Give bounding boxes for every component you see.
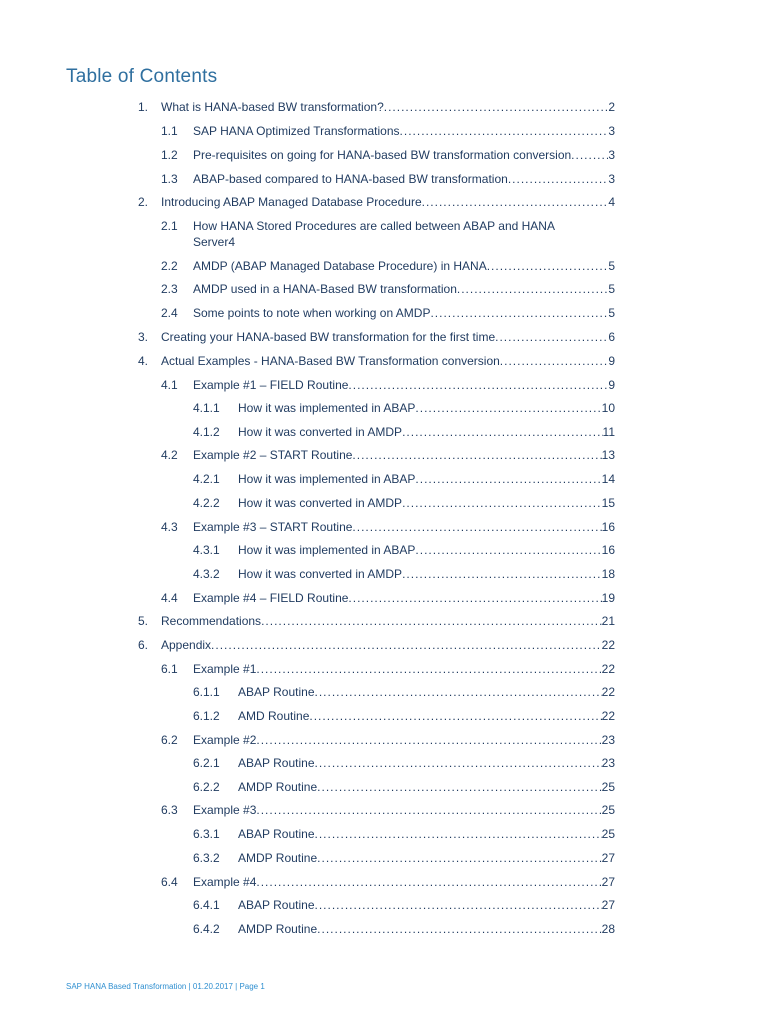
toc-label: What is HANA-based BW transformation? xyxy=(161,100,384,114)
toc-label: AMD Routine xyxy=(238,709,310,723)
toc-number: 1. xyxy=(138,100,149,114)
toc-number: 6.2.2 xyxy=(193,780,220,794)
toc-page: 21 xyxy=(601,614,615,628)
toc-label: Example #4 xyxy=(193,875,257,889)
toc-entry[interactable] xyxy=(193,401,615,416)
page-footer: SAP HANA Based Transformation | 01.20.2017 | Page 1 xyxy=(66,982,265,991)
toc-page: 27 xyxy=(601,898,615,912)
toc-page: 25 xyxy=(601,827,615,841)
toc-number: 6.1 xyxy=(161,662,178,676)
toc-page: 5 xyxy=(608,259,615,273)
toc-number: 4.3 xyxy=(161,520,178,534)
toc-label: ABAP Routine xyxy=(238,756,315,770)
toc-page: 25 xyxy=(601,780,615,794)
toc-number: 2.4 xyxy=(161,306,178,320)
toc-number: 4.3.1 xyxy=(193,543,220,557)
toc-entry[interactable] xyxy=(193,780,615,795)
toc-number: 4. xyxy=(138,354,149,368)
toc-number: 4.1 xyxy=(161,378,178,392)
toc-page: 14 xyxy=(601,472,615,486)
toc-label: Appendix xyxy=(161,638,212,652)
toc-entry[interactable] xyxy=(193,851,615,866)
toc-number: 4.1.1 xyxy=(193,401,220,415)
toc-number: 4.2 xyxy=(161,448,178,462)
toc-label: How it was implemented in ABAP xyxy=(238,472,416,486)
toc-label: ABAP Routine xyxy=(238,827,315,841)
toc-page: 3 xyxy=(608,148,615,162)
toc-label: How HANA Stored Procedures are called between ABAP and HANA xyxy=(193,219,555,233)
toc-entry[interactable] xyxy=(193,709,615,724)
toc-label: AMDP Routine xyxy=(238,851,318,865)
toc-entry[interactable] xyxy=(193,756,615,771)
toc-entry[interactable] xyxy=(193,898,615,913)
toc-number: 6.2.1 xyxy=(193,756,220,770)
toc-entry[interactable] xyxy=(138,614,615,629)
toc-entry[interactable] xyxy=(161,124,615,139)
toc-number: 4.1.2 xyxy=(193,425,220,439)
toc-number: 1.3 xyxy=(161,172,178,186)
toc-label: Example #3 – START Routine xyxy=(193,520,353,534)
toc-entry[interactable] xyxy=(161,448,615,463)
toc-page: 9 xyxy=(608,354,615,368)
toc-page: 19 xyxy=(601,591,615,605)
toc-entry[interactable] xyxy=(138,100,615,115)
toc-label: AMDP Routine xyxy=(238,780,318,794)
toc-entry[interactable] xyxy=(161,662,615,677)
toc-number: 6.4.2 xyxy=(193,922,220,936)
toc-entry[interactable] xyxy=(161,591,615,606)
toc-entry[interactable] xyxy=(161,875,615,890)
toc-label: How it was converted in AMDP xyxy=(238,425,403,439)
toc-number: 2.2 xyxy=(161,259,178,273)
toc-label: AMDP (ABAP Managed Database Procedure) in HANA xyxy=(193,259,487,273)
toc-number: 1.2 xyxy=(161,148,178,162)
toc-entry[interactable] xyxy=(161,148,615,163)
toc-entry[interactable] xyxy=(193,496,615,511)
toc-entry[interactable] xyxy=(161,306,615,321)
toc-label: Actual Examples - HANA-Based BW Transformation conversion xyxy=(161,354,500,368)
toc-number: 6.1.1 xyxy=(193,685,220,699)
toc-page: 23 xyxy=(601,756,615,770)
toc-number: 4.2.2 xyxy=(193,496,220,510)
toc-entry[interactable] xyxy=(193,567,615,582)
toc-number: 5. xyxy=(138,614,149,628)
toc-number: 6.3 xyxy=(161,803,178,817)
toc-page: 16 xyxy=(601,543,615,557)
toc-label: Creating your HANA-based BW transformation for the first time xyxy=(161,330,496,344)
toc-label: Example #1 xyxy=(193,662,257,676)
toc-entry[interactable] xyxy=(161,378,615,393)
toc-number: 6.3.2 xyxy=(193,851,220,865)
toc-page: 11 xyxy=(602,425,615,439)
toc-entry[interactable] xyxy=(161,282,615,297)
toc-page: 9 xyxy=(608,378,615,392)
toc-number: 6.3.1 xyxy=(193,827,220,841)
toc-page: 25 xyxy=(601,803,615,817)
toc-page: 6 xyxy=(608,330,615,344)
toc-entry[interactable] xyxy=(193,472,615,487)
toc-number: 4.3.2 xyxy=(193,567,220,581)
toc-label: How it was implemented in ABAP xyxy=(238,401,416,415)
toc-number: 4.2.1 xyxy=(193,472,220,486)
toc-page: 5 xyxy=(608,306,615,320)
toc-label: ABAP Routine xyxy=(238,898,315,912)
toc-number: 2.1 xyxy=(161,219,178,233)
toc-label: How it was implemented in ABAP xyxy=(238,543,416,557)
toc-page: 10 xyxy=(601,401,615,415)
toc-label: How it was converted in AMDP xyxy=(238,567,403,581)
toc-page: 2 xyxy=(608,100,615,114)
toc-page: 22 xyxy=(601,638,615,652)
toc-page: 13 xyxy=(601,448,615,462)
toc-page: 27 xyxy=(601,851,615,865)
toc-label: AMDP Routine xyxy=(238,922,318,936)
toc-page: 27 xyxy=(601,875,615,889)
toc-entry[interactable] xyxy=(161,259,615,274)
toc-label: Introducing ABAP Managed Database Procedure xyxy=(161,195,422,209)
toc-entry[interactable] xyxy=(193,922,615,937)
toc-entry-continuation[interactable] xyxy=(193,235,235,250)
toc-page: 5 xyxy=(608,282,615,296)
toc-number: 6.2 xyxy=(161,733,178,747)
toc-label: How it was converted in AMDP xyxy=(238,496,403,510)
toc-entry[interactable] xyxy=(161,803,615,818)
toc-label: Some points to note when working on AMDP xyxy=(193,306,431,320)
toc-number: 4.4 xyxy=(161,591,178,605)
toc-entry[interactable] xyxy=(138,195,615,210)
toc-label: ABAP-based compared to HANA-based BW transformation xyxy=(193,172,508,186)
toc-entry[interactable] xyxy=(161,520,615,535)
toc-entry[interactable] xyxy=(193,827,615,842)
toc-number: 2. xyxy=(138,195,149,209)
toc-number: 3. xyxy=(138,330,149,344)
toc-page: 15 xyxy=(601,496,615,510)
toc-number: 1.1 xyxy=(161,124,178,138)
toc-label: Example #2 xyxy=(193,733,257,747)
toc-entry[interactable] xyxy=(138,638,615,653)
toc-number: 6.4.1 xyxy=(193,898,220,912)
toc-number: 2.3 xyxy=(161,282,178,296)
toc-page: 18 xyxy=(601,567,615,581)
toc-number: 6.1.2 xyxy=(193,709,220,723)
toc-page: 3 xyxy=(608,172,615,186)
toc-entry[interactable] xyxy=(193,425,615,440)
toc-number: 6.4 xyxy=(161,875,178,889)
toc-label: Pre-requisites on going for HANA-based BW transformation conversion xyxy=(193,148,572,162)
toc-number: 6. xyxy=(138,638,149,652)
toc-label: Example #3 xyxy=(193,803,257,817)
toc-page: 16 xyxy=(601,520,615,534)
toc-entry[interactable] xyxy=(193,543,615,558)
toc-entry[interactable] xyxy=(193,685,615,700)
page-title: Table of Contents xyxy=(66,66,218,87)
toc-label: Recommendations xyxy=(161,614,262,628)
toc-page: 3 xyxy=(608,124,615,138)
toc-page: 22 xyxy=(601,662,615,676)
toc-entry[interactable] xyxy=(138,354,615,369)
toc-label: ABAP Routine xyxy=(238,685,315,699)
toc-page: 4 xyxy=(608,195,615,209)
toc-label: Example #1 – FIELD Routine xyxy=(193,378,349,392)
toc-entry[interactable] xyxy=(138,330,615,345)
toc-label: SAP HANA Optimized Transformations xyxy=(193,124,400,138)
toc-label: Server xyxy=(193,235,229,249)
toc-page: 22 xyxy=(601,685,615,699)
toc-label: AMDP used in a HANA-Based BW transformation xyxy=(193,282,457,296)
toc-entry[interactable] xyxy=(161,172,615,187)
toc-page: 23 xyxy=(601,733,615,747)
toc-page: 4 xyxy=(228,235,236,249)
toc-entry[interactable] xyxy=(161,733,615,748)
toc-label: Example #4 – FIELD Routine xyxy=(193,591,349,605)
toc-label: Example #2 – START Routine xyxy=(193,448,353,462)
toc-entry[interactable] xyxy=(161,219,615,234)
toc-page: 22 xyxy=(601,709,615,723)
toc-page: 28 xyxy=(601,922,615,936)
